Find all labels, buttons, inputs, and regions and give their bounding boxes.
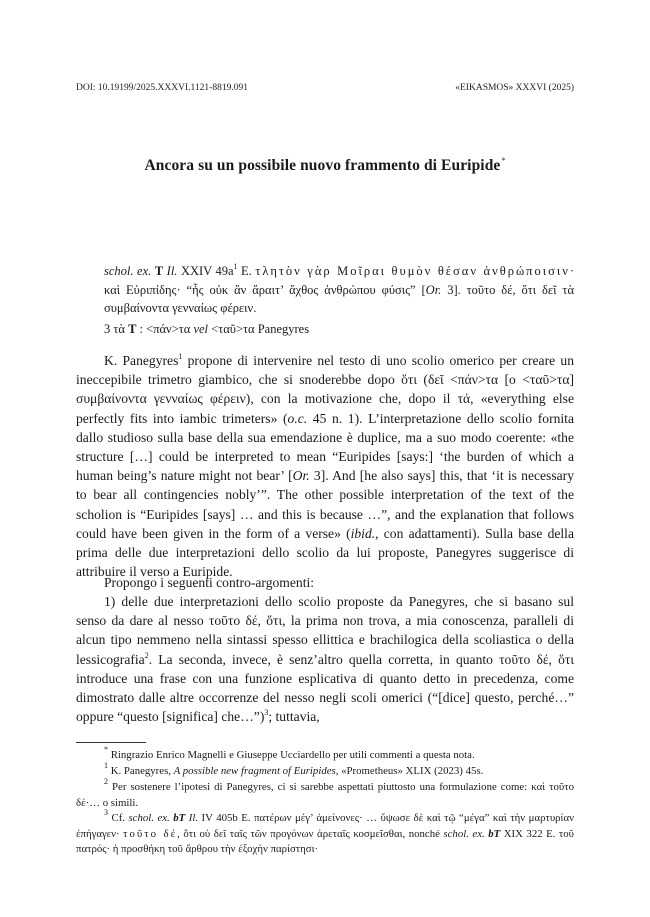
p1-text-d: 3]. And [he also says] this, that ‘it is necessary to bear all contingencies nobly’”. The other possible interpretation of the text of the scholion is “Euripides [says] … and this is because …”, and the explanation that follows could have been given in the form of a verse» ( xyxy=(76,468,574,541)
doi-header: DOI: 10.19199/2025.XXXVI.1121-8819.091 xyxy=(76,83,248,93)
apparatus-text-a: : <πάν>τα xyxy=(136,322,194,336)
footnote-text: Ringrazio Enrico Magnelli e Giuseppe Ucciardello per utili commenti a questa nota. xyxy=(108,749,475,761)
footnote-text-a: Cf. xyxy=(108,812,129,824)
p1-text-e: , con adattamenti). Sulla base della prima delle due interpretazioni dello scolio da lui proposte, Panegyres suggerisce di attribuire il verso a Euripide. xyxy=(76,525,574,580)
quote-or-abbr: Or. xyxy=(425,282,442,297)
manuscript-siglum: T xyxy=(154,264,164,278)
footnote-schol-abbr-2: schol. ex. xyxy=(443,827,485,840)
quote-text-b: · καὶ Εὐριπίδης· “ἧς οὐκ ἂν ἄραιτ’ ἄχθος ἀνθρώπου φύσις” [ xyxy=(104,264,575,297)
footnote-il-abbr: Il. xyxy=(188,812,199,824)
paragraph-2: Propongo i seguenti contro-argomenti: xyxy=(104,575,315,590)
footnote-text-b: , «Prometheus» XLIX (2023) 45s. xyxy=(335,765,484,777)
footnote-mark: 1 xyxy=(104,761,108,770)
quote-ref: XXIV 49a xyxy=(177,264,234,278)
scholion-quotation xyxy=(104,262,574,318)
p3-text-a: 1) delle due interpretazioni dello scolio proposte da Panegyres, che si basano sul senso da dare al nesso τοῦτο δέ, ὅτι, la prima non trova, a mia conoscenza, paralleli di alcun tipo nemmeno nella sintassi spesso ellittica e brachilogica della scoliastica o della lessicografia xyxy=(76,594,574,667)
p1-text-a: K. Panegyres xyxy=(104,353,179,368)
footnote-text-c: IV 405b E. πατέρων μέγ’ ἀμείνονες· … ὕψωσε δὲ καὶ τῷ “μέγα” καὶ τὴν μαρτυρίαν ἐπήγαγεν· xyxy=(76,812,574,840)
footnote-cited-title: A possible new fragment of Euripides xyxy=(173,765,336,777)
footnote-text-a: K. Panegyres, xyxy=(108,765,174,777)
footnote-3 xyxy=(76,808,575,858)
critical-apparatus xyxy=(104,320,574,339)
footnote-text-e: XIX 322 E. τοῦ πατρός· ἡ προσθήκη τοῦ ἄρθρου τὴν ἐξοχὴν παρίστησι· xyxy=(76,827,575,855)
journal-header: «EIKASMOS» XXXVI (2025) xyxy=(455,83,574,93)
p1-text-c: 45 n. 1). L’interpretazione dello scolio fornita dallo studioso sulla base della sua emendazione è duplice, ma a suo modo coerente: «the structure […] could be interpreted to mean “Euripides [says:] ‘the burden of which a human being’s nature might not bear’ [ xyxy=(76,410,574,484)
quote-spaced-greek: τλητὸν γὰρ Μοῖραι θυμὸν θέσαν ἀνθρώποισιν xyxy=(255,264,570,278)
footnote-mark: 3 xyxy=(104,808,108,817)
p3-text-b: . La seconda, invece, è senz’altro quella corretta, in quanto τοῦτο δέ, ὅτι introduce una frase con una funzione esplicativa di quanto detto in precedenza, come dimostrato dalle altre occorrenze del nesso negli scoli omerici (“[dice] questo, perché…” oppure “questo [significa] che…”) xyxy=(76,651,574,725)
apparatus-siglum: T xyxy=(128,322,137,336)
work-abbr: Il. xyxy=(166,264,178,278)
p1-ibid: ibid. xyxy=(350,525,376,541)
quote-text-c: 3]. τοῦτο δέ, ὅτι δεῖ τὰ συμβαίνοντα γενναίως φέρειν. xyxy=(104,282,574,315)
source-abbr: schol. ex. xyxy=(104,264,152,278)
p3-text-c: ; tuttavia, xyxy=(268,709,320,725)
article-title xyxy=(0,156,650,175)
apparatus-vel: vel xyxy=(193,322,209,336)
footnote-ref-3: 3 xyxy=(264,708,269,718)
footnote-2 xyxy=(76,777,574,811)
footnote-ref-1: 1 xyxy=(178,352,183,361)
p1-text-b: propone di intervenire nel testo di uno scolio omerico per creare un ineccepibile trimetro giambico, che si snoderebbe dopo ὅτι (δεῖ <πάν>τα [o <ταῦ>τα] συμβαίνοντα γενναίως φέρειν), con la motivazione che, dopo il τά, «everything else perfectly fits into iambic trimeters» ( xyxy=(76,353,574,426)
footnote-schol-abbr: schol. ex. xyxy=(128,812,170,824)
footnote-star xyxy=(76,745,574,764)
footnote-mark: 2 xyxy=(104,777,108,786)
footnote-siglum: bT xyxy=(173,812,186,824)
title-footnote-marker: * xyxy=(501,156,506,165)
apparatus-text-b: <ταῦ>τα Panegyres xyxy=(208,322,310,336)
footnote-text: Per sostenere l’ipotesi di Panegyres, ci si sarebbe aspettati piuttosto una formulazione come: καὶ τοῦτο δέ·… o simili. xyxy=(76,781,574,809)
footnote-1 xyxy=(76,761,574,780)
quote-text-a: E. xyxy=(237,264,256,278)
footnote-ref-1: 1 xyxy=(233,262,238,271)
apparatus-line: 3 τὰ xyxy=(104,322,129,336)
footnote-mark: * xyxy=(104,745,108,754)
paragraph-1 xyxy=(76,351,574,581)
footnote-spaced-greek: τοῦτο δέ xyxy=(123,827,178,840)
p1-or: Or. xyxy=(292,468,310,484)
footnote-siglum-2: bT xyxy=(488,827,501,840)
title-text: Ancora su un possibile nuovo frammento di Euripide xyxy=(144,157,501,174)
p1-oc: o.c. xyxy=(287,410,308,426)
paragraph-3 xyxy=(76,592,574,726)
footnote-ref-2: 2 xyxy=(144,650,149,660)
footnote-separator xyxy=(76,742,146,743)
footnote-text-d: , ὅτι οὐ δεῖ ταῖς τῶν προγόνων ἀρεταῖς κοσμεῖσθαι, nonché xyxy=(177,827,444,840)
